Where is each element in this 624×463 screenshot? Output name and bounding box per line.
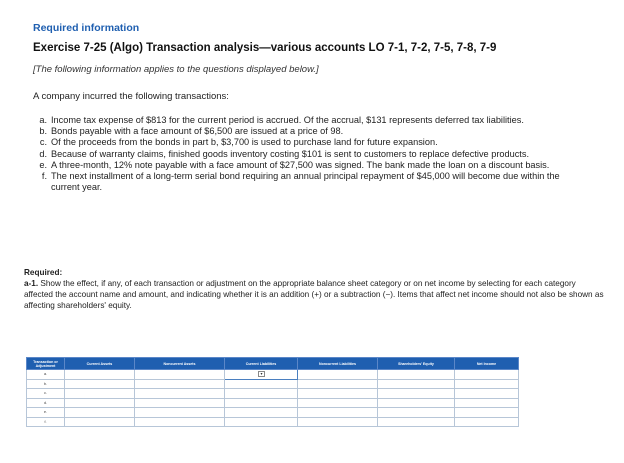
- transaction-text: A three-month, 12% note payable with a face amount of $27,500 was signed. The bank made the loan on a discount basis.: [51, 159, 550, 170]
- required-a1: [24, 278, 604, 311]
- col-header-noncurrent-liabilities: Noncurrent Liabilities: [298, 358, 378, 370]
- col-header-shareholders-equity: Shareholders' Equity: [378, 358, 455, 370]
- current-liabilities-cell[interactable]: [225, 417, 298, 427]
- transaction-item: [33, 171, 563, 193]
- col-header-current-assets: Current Assets: [65, 358, 135, 370]
- row-label: e.: [27, 408, 65, 418]
- shareholders-equity-cell[interactable]: [378, 389, 455, 399]
- noncurrent-assets-cell[interactable]: [135, 379, 225, 389]
- noncurrent-assets-cell[interactable]: [135, 389, 225, 399]
- current-assets-cell[interactable]: [65, 379, 135, 389]
- current-assets-cell[interactable]: [65, 417, 135, 427]
- current-liabilities-cell[interactable]: [225, 408, 298, 418]
- noncurrent-liabilities-cell[interactable]: [298, 398, 378, 408]
- sign-dropdown-icon[interactable]: ▾: [260, 371, 263, 377]
- row-label: c.: [27, 389, 65, 399]
- current-assets-cell[interactable]: [65, 370, 135, 380]
- shareholders-equity-cell[interactable]: [378, 379, 455, 389]
- net-income-cell[interactable]: [455, 398, 519, 408]
- transaction-text: Income tax expense of $813 for the current period is accrued. Of the accrual, $131 represents deferred tax liabilities.: [51, 115, 524, 125]
- transaction-label: a.: [39, 115, 47, 125]
- transaction-label: f.: [41, 171, 47, 182]
- current-liabilities-cell[interactable]: [225, 379, 298, 389]
- table-header-row: [27, 358, 519, 370]
- row-label: b.: [27, 379, 65, 389]
- noncurrent-assets-cell[interactable]: [135, 408, 225, 418]
- noncurrent-liabilities-cell[interactable]: [298, 379, 378, 389]
- col-header-noncurrent-assets: Noncurrent Assets: [135, 358, 225, 370]
- required-heading: Required:: [24, 268, 63, 277]
- transaction-text: The next installment of a long-term serial bond requiring an annual principal repayment of $45,000 will become due within the current year.: [51, 171, 560, 193]
- transaction-item: [33, 160, 563, 171]
- col-header-net-income: Net Income: [455, 358, 519, 370]
- row-label: f.: [27, 417, 65, 427]
- intro-text: A company incurred the following transactions:: [33, 91, 229, 102]
- net-income-cell[interactable]: [455, 408, 519, 418]
- table-row: [27, 417, 519, 427]
- exercise-title: Exercise 7-25 (Algo) Transaction analysis—various accounts LO 7-1, 7-2, 7-5, 7-8, 7-9: [33, 42, 497, 54]
- transaction-text: Bonds payable with a face amount of $6,500 are issued at a price of 98.: [51, 126, 344, 137]
- col-header-transaction: Transaction or Adjustment: [27, 358, 65, 370]
- table-row: [27, 379, 519, 389]
- noncurrent-assets-cell[interactable]: [135, 417, 225, 427]
- transaction-label: e.: [39, 159, 47, 170]
- required-a1-text: Show the effect, if any, of each transaction or adjustment on the appropriate balance sheet category or on net income by selecting for each category affected the account name and amount, and indicating whether it is an addition (+) or a subtraction (−). Items that affect net income should not also be shown as affecting shareholders' equity.: [24, 279, 604, 310]
- shareholders-equity-cell[interactable]: [378, 417, 455, 427]
- shareholders-equity-cell[interactable]: [378, 370, 455, 380]
- current-liabilities-cell[interactable]: [225, 370, 298, 380]
- noncurrent-liabilities-cell[interactable]: [298, 408, 378, 418]
- net-income-cell[interactable]: [455, 417, 519, 427]
- current-assets-cell[interactable]: [65, 408, 135, 418]
- transaction-label: c.: [39, 137, 47, 148]
- transaction-list: [33, 115, 563, 193]
- transaction-text: Because of warranty claims, finished goods inventory costing $101 is sent to customers to replace defective products.: [51, 148, 529, 159]
- col-header-current-liabilities: Current Liabilities: [225, 358, 298, 370]
- noncurrent-assets-cell[interactable]: [135, 398, 225, 408]
- net-income-cell[interactable]: [455, 389, 519, 399]
- transaction-item: [33, 137, 563, 148]
- table-row: [27, 370, 519, 380]
- noncurrent-liabilities-cell[interactable]: [298, 389, 378, 399]
- net-income-cell[interactable]: [455, 379, 519, 389]
- transaction-text: Of the proceeds from the bonds in part b, $3,700 is used to purchase land for future expansion.: [51, 137, 438, 148]
- current-liabilities-cell[interactable]: [225, 389, 298, 399]
- noncurrent-liabilities-cell[interactable]: [298, 370, 378, 380]
- required-information-label: Required information: [33, 22, 140, 34]
- current-liabilities-cell[interactable]: [225, 398, 298, 408]
- table-row: [27, 398, 519, 408]
- info-note: [The following information applies to the questions displayed below.]: [33, 64, 319, 75]
- transaction-item: [33, 126, 563, 137]
- net-income-cell[interactable]: [455, 370, 519, 380]
- transaction-item: [33, 115, 563, 126]
- required-a1-label: a-1.: [24, 279, 39, 288]
- balance-sheet-effects-table: [26, 357, 519, 427]
- transaction-label: b.: [39, 126, 47, 137]
- shareholders-equity-cell[interactable]: [378, 408, 455, 418]
- current-assets-cell[interactable]: [65, 398, 135, 408]
- table-row: [27, 408, 519, 418]
- required-section: [24, 267, 604, 311]
- row-label: d.: [27, 398, 65, 408]
- shareholders-equity-cell[interactable]: [378, 398, 455, 408]
- current-assets-cell[interactable]: [65, 389, 135, 399]
- row-label: a.: [27, 370, 65, 380]
- transaction-item: [33, 149, 563, 160]
- table-row: [27, 389, 519, 399]
- noncurrent-assets-cell[interactable]: [135, 370, 225, 380]
- noncurrent-liabilities-cell[interactable]: [298, 417, 378, 427]
- transaction-label: d.: [39, 148, 47, 159]
